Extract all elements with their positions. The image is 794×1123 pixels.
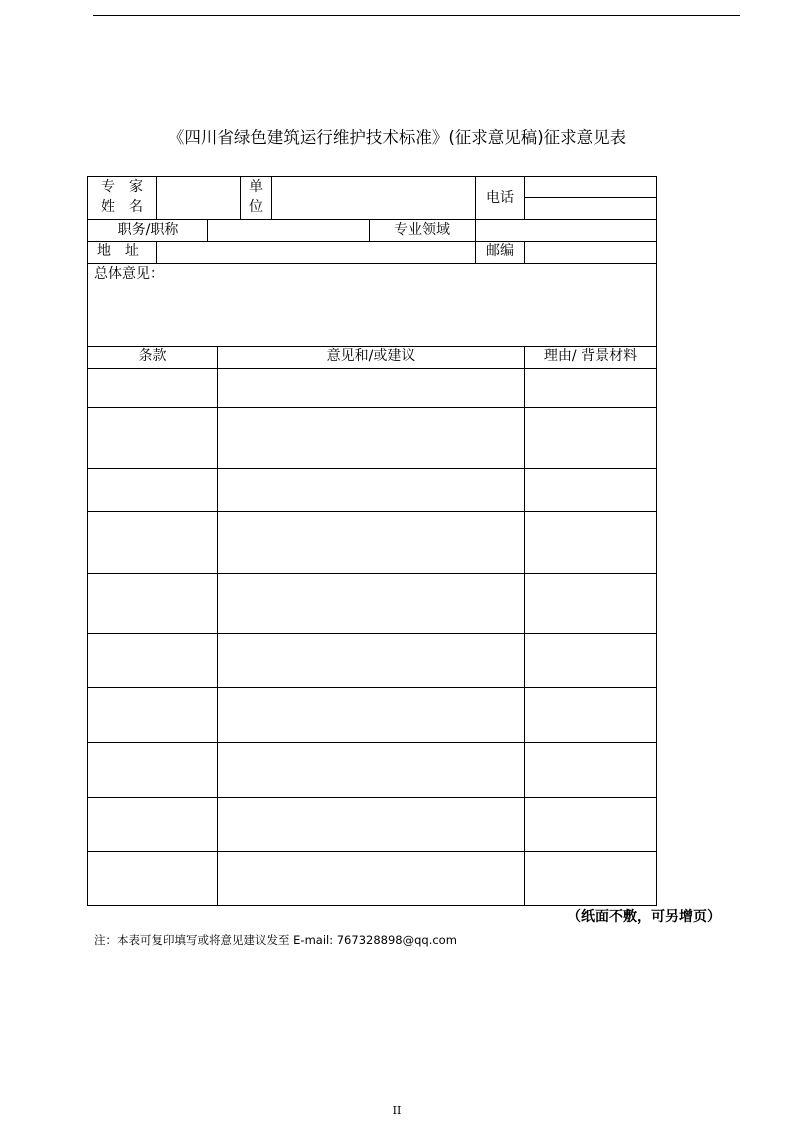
header-opinion: 意见和/或建议 xyxy=(326,348,416,364)
expert-name-label-line1: 专 家 xyxy=(101,179,143,195)
grid-line xyxy=(87,219,657,220)
document-title: 《四川省绿色建筑运行维护技术标准》(征求意见稿)征求意见表 xyxy=(167,128,627,147)
grid-line xyxy=(524,176,525,220)
unit-label-line2: 位 xyxy=(249,199,263,215)
table-row-line xyxy=(87,633,657,634)
expert-name-label-line2: 姓 名 xyxy=(101,199,143,215)
grid-line xyxy=(156,241,157,264)
grid-line xyxy=(156,176,157,220)
table-row-line xyxy=(87,468,657,469)
submission-instruction: 注：本表可复印填写或将意见建议发至 E-mail: 767328898@qq.com xyxy=(94,933,457,947)
phone-split-line xyxy=(524,197,657,198)
table-row-line xyxy=(87,511,657,512)
header-clause: 条款 xyxy=(138,348,167,364)
phone-label: 电话 xyxy=(486,190,514,206)
page-number: II xyxy=(392,1104,402,1117)
grid-line xyxy=(475,219,476,242)
address-label: 地 址 xyxy=(97,243,139,259)
table-top-border xyxy=(87,176,657,177)
column-divider xyxy=(524,346,525,906)
table-row-line xyxy=(87,573,657,574)
grid-line xyxy=(240,176,241,220)
footer-note: （纸面不敷，可另增页） xyxy=(567,909,721,925)
grid-line xyxy=(87,263,657,264)
header-reason: 理由/ 背景材料 xyxy=(543,348,638,364)
specialty-label: 专业领域 xyxy=(394,222,450,238)
table-row-line xyxy=(87,851,657,852)
table-row-line xyxy=(87,687,657,688)
overall-opinion-label: 总体意见： xyxy=(94,266,164,282)
grid-line xyxy=(87,346,657,347)
grid-line xyxy=(271,176,272,220)
column-divider xyxy=(217,346,218,906)
table-row-line xyxy=(87,742,657,743)
table-row-line xyxy=(87,407,657,408)
unit-label-line1: 单 xyxy=(249,179,263,195)
table-row-line xyxy=(87,368,657,369)
grid-line xyxy=(87,241,657,242)
grid-line xyxy=(524,241,525,264)
position-title-label: 职务/职称 xyxy=(117,222,179,238)
postcode-label: 邮编 xyxy=(486,243,514,259)
table-row-line xyxy=(87,797,657,798)
